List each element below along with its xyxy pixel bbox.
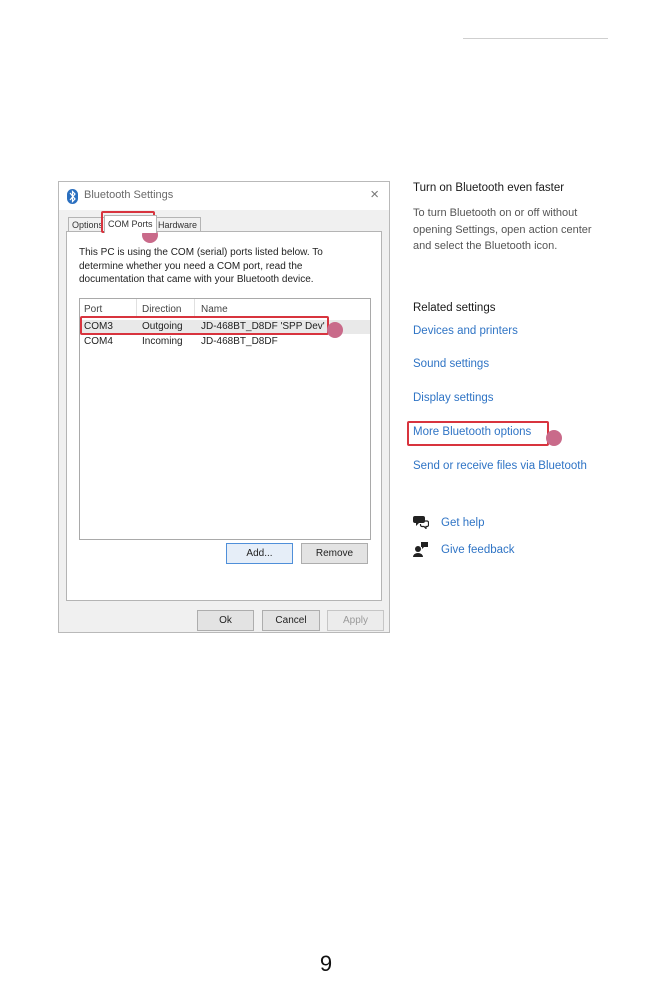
com-ports-panel <box>66 231 382 601</box>
column-direction[interactable]: Direction <box>142 304 182 315</box>
step-marker <box>546 430 562 446</box>
tab-com-ports[interactable]: COM Ports <box>104 215 157 233</box>
dialog-title: Bluetooth Settings <box>84 189 174 201</box>
column-separator <box>136 299 137 317</box>
cancel-button[interactable]: Cancel <box>262 610 320 631</box>
give-feedback-link[interactable]: Give feedback <box>441 544 515 556</box>
tab-options[interactable]: Options <box>68 217 107 233</box>
row-port: COM4 <box>84 336 113 347</box>
column-port[interactable]: Port <box>84 304 103 315</box>
related-settings-heading: Related settings <box>413 302 496 314</box>
apply-button: Apply <box>327 610 384 631</box>
column-separator <box>194 299 195 317</box>
bluetooth-settings-dialog <box>58 181 390 633</box>
step-marker <box>327 322 343 338</box>
tab-hardware[interactable]: Hardware <box>154 217 201 233</box>
display-settings-link[interactable]: Display settings <box>413 392 494 404</box>
row-name: JD-468BT_D8DF <box>201 336 278 347</box>
faster-heading: Turn on Bluetooth even faster <box>413 182 565 194</box>
faster-description: To turn Bluetooth on or off without opening Settings, open action center and select the Bluetooth icon. <box>413 207 592 252</box>
table-row[interactable] <box>80 335 370 349</box>
com-ports-description: This PC is using the COM (serial) ports listed below. To determine whether you need a COM port, read the documentation that came with your Bluetooth device. <box>79 247 323 285</box>
row-direction: Outgoing <box>142 321 183 332</box>
row-name: JD-468BT_D8DF 'SPP Dev' <box>201 321 325 332</box>
dialog-titlebar <box>59 182 389 210</box>
highlight-com3-row <box>80 316 329 335</box>
close-icon[interactable]: × <box>370 186 379 203</box>
feedback-icon <box>413 541 429 562</box>
devices-and-printers-link[interactable]: Devices and printers <box>413 325 518 337</box>
column-name[interactable]: Name <box>201 304 228 315</box>
top-divider <box>463 38 608 39</box>
row-port: COM3 <box>84 321 113 332</box>
send-receive-files-link[interactable]: Send or receive files via Bluetooth <box>413 460 587 472</box>
get-help-link[interactable]: Get help <box>441 517 485 529</box>
bluetooth-icon <box>67 189 78 204</box>
add-button[interactable]: Add... <box>226 543 293 564</box>
highlight-more-bluetooth-options <box>407 421 549 446</box>
ok-button[interactable]: Ok <box>197 610 254 631</box>
sound-settings-link[interactable]: Sound settings <box>413 358 490 370</box>
get-help-icon <box>413 515 429 534</box>
remove-button[interactable]: Remove <box>301 543 368 564</box>
page-number: 9 <box>319 951 333 976</box>
more-bluetooth-options-link[interactable]: More Bluetooth options <box>413 426 532 438</box>
row-direction: Incoming <box>142 336 183 347</box>
